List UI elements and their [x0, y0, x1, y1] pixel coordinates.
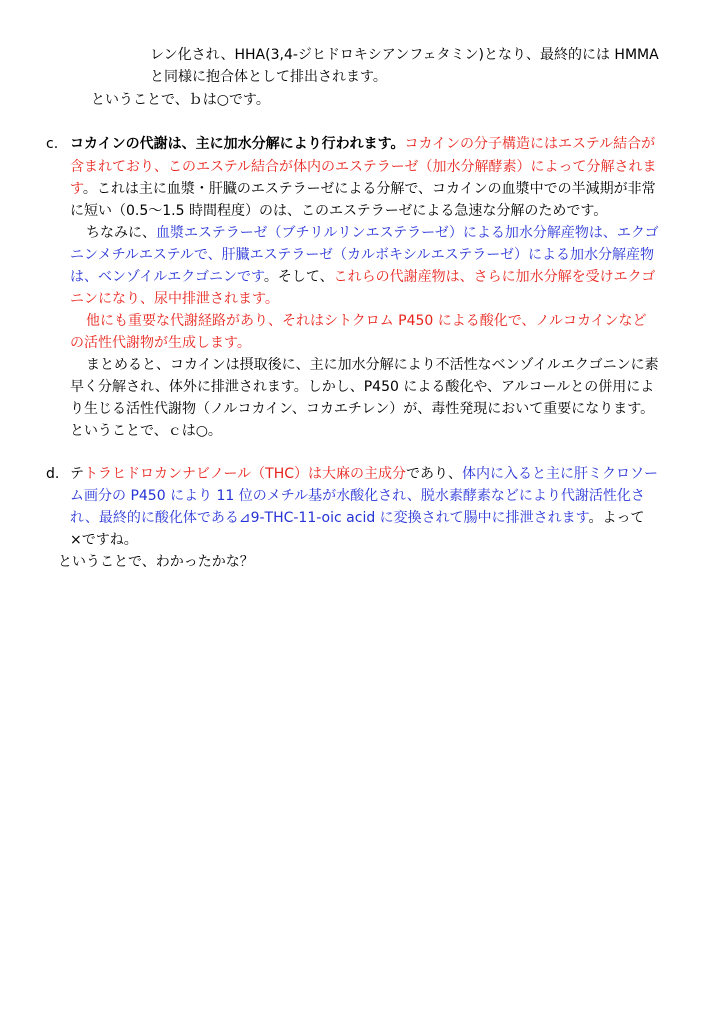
c-p4-text-2: 早く分解され、体外に排泄されます。しかし、P450 による酸化や、アルコールとの併用によ [70, 379, 655, 395]
d-black-text-4: ×ですね。 [70, 532, 138, 548]
c-p3-red-text-2: の活性代謝物が生成します。 [70, 335, 251, 351]
d-red-text-1: トラヒドロカンナビノール（THC）は大麻の主成分 [84, 466, 407, 482]
d-line-1 [70, 466, 658, 482]
b-conclusion-text: ということで、ｂは○です。 [91, 92, 270, 108]
c-p1-line-2 [70, 159, 656, 175]
continuation-text-2: と同様に抱合体として排出されます。 [150, 69, 387, 85]
d-black-text-3: 。よって [588, 510, 645, 526]
c-p1-line-4 [70, 203, 607, 219]
c-p2-line-1 [86, 225, 659, 241]
section-d-marker: d. [46, 466, 60, 482]
section-c-marker: c. [46, 136, 59, 152]
c-p3-red-text-1: 他にも重要な代謝経路があり、それはシトクロム P450 による酸化で、ノルコカインなど [86, 313, 647, 329]
c-p4-line-1 [86, 357, 659, 373]
continuation-line-1 [150, 47, 659, 63]
continuation-line-2 [150, 69, 387, 85]
c-p2-line-3 [70, 269, 655, 285]
c-p2-red-text-4: ニンになり、尿中排泄されます。 [70, 291, 279, 307]
c-p2-black-text-3: 。そして、 [263, 269, 334, 285]
d-blue-text-2: ム画分の P450 により 11 位のメチル基が水酸化され、脱水素酵素などにより代謝活性化さ [70, 488, 645, 504]
c-conclusion-text: ということで、ｃは○。 [70, 423, 222, 439]
c-p1-red-text-3: す [70, 181, 83, 197]
c-p3-line-2 [70, 335, 251, 351]
c-p1-red-text-1: コカインの分子構造にはエステル結合が [404, 136, 656, 152]
b-conclusion-line [91, 92, 270, 108]
c-p2-blue-text-2: ニンメチルエステルで、肝臓エステラーゼ（カルボキシルエステラーゼ）による加水分解産物 [70, 247, 655, 263]
c-p4-line-2 [70, 379, 654, 395]
closing-text: ということで、わかったかな？ [58, 554, 254, 570]
c-p1-line-3 [70, 181, 656, 197]
c-p3-line-1 [86, 313, 647, 329]
d-line-3 [70, 510, 645, 526]
d-blue-text-1: 体内に入ると主に肝ミクロソー [462, 466, 659, 482]
c-p2-black-text-1: ちなみに、 [86, 225, 156, 241]
c-p4-text-1: まとめると、コカインは摂取後に、主に加水分解により不活性なベンゾイルエクゴニンに素 [86, 357, 659, 373]
continuation-text-1: レン化され、HHA(3,4-ジヒドロキシアンフェタミン)となり、最終的には HMMA [150, 47, 659, 63]
c-p2-line-2 [70, 247, 654, 263]
d-black-text-1b: であり、 [406, 466, 463, 482]
c-p4-line-3 [70, 401, 654, 417]
c-p4-text-3: り生じる活性代謝物（ノルコカイン、コカエチレン）が、毒性発現において重要になります。 [70, 401, 655, 417]
c-p1-black-text-4: に短い（0.5～1.5 時間程度）のは、このエステラーゼによる急速な分解のためです。 [70, 203, 608, 219]
c-p1-black-text-3: 。これは主に血漿・肝臓のエステラーゼによる分解で、コカインの血漿中での半減期が非常 [82, 181, 656, 197]
c-p1-red-text-2: 含まれており、このエステル結合が体内のエステラーゼ（加水分解酵素）によって分解されま [70, 159, 657, 175]
c-p1-line-1 [70, 136, 655, 152]
c-conclusion-line [70, 423, 222, 439]
d-black-text-1a: テ [70, 466, 84, 482]
closing-line [58, 554, 254, 570]
c-p1-bold-text: コカインの代謝は、主に加水分解により行われます。 [70, 136, 405, 152]
d-blue-text-3: れ、最終的に酸化体である⊿9-THC-11-oic acid に変換されて腸中に排泄されます [70, 510, 589, 526]
d-line-4 [70, 532, 138, 548]
d-line-2 [70, 488, 645, 504]
c-p2-red-text-3: これらの代謝産物は、さらに加水分解を受けエクゴ [333, 269, 656, 285]
c-p2-blue-text-1: 血漿エステラーゼ（ブチリルリンエステラーゼ）による加水分解産物は、エクゴ [156, 225, 659, 241]
c-p2-line-4 [70, 291, 279, 307]
c-p2-blue-text-3: は、ベンゾイルエクゴニンです [70, 269, 264, 285]
